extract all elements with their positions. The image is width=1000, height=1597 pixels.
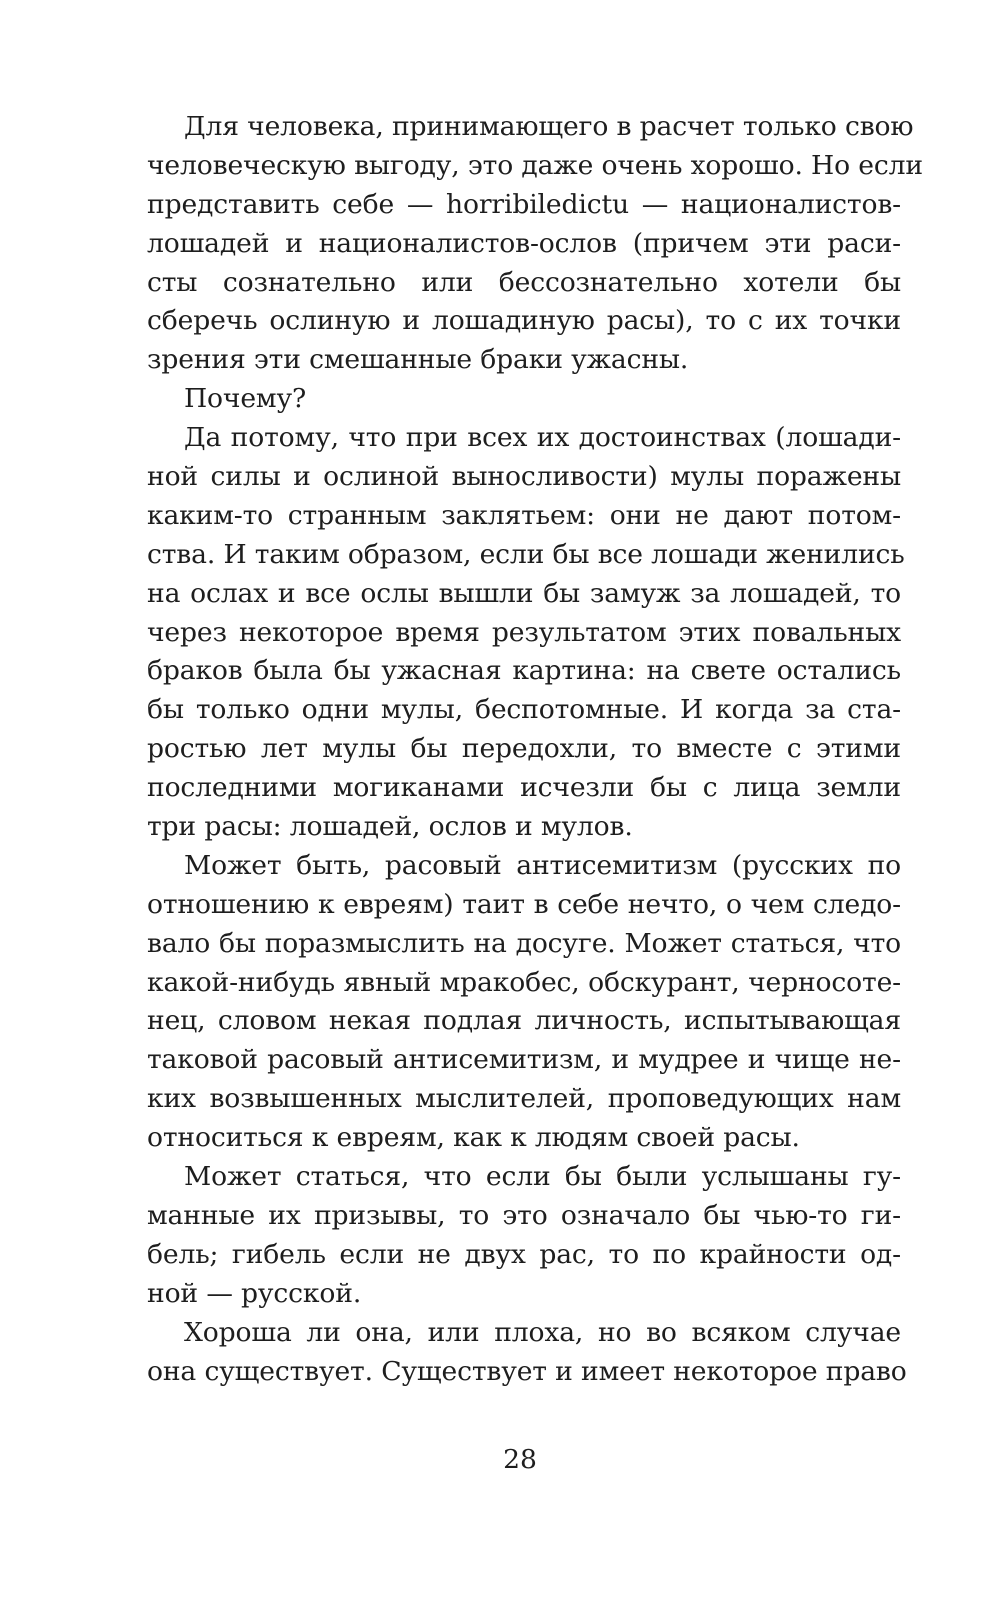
- text-line: вало бы поразмыслить на досуге. Может статься, что: [147, 927, 901, 959]
- paragraph: [147, 380, 901, 419]
- text-line: браков была бы ужасная картина: на свете остались: [147, 655, 901, 687]
- text-line: три расы: лошадей, ослов и мулов.: [147, 811, 633, 843]
- text-line: ной силы и ослиной выносливости) мулы поражены: [147, 461, 901, 493]
- text-line: Почему?: [184, 383, 307, 415]
- text-line: зрения эти смешанные браки ужасны.: [147, 344, 689, 376]
- text-line: каким-то странным заклятьем: они не дают потом-: [147, 499, 901, 531]
- body-text: [147, 108, 923, 1391]
- paragraph: [147, 1314, 907, 1392]
- text-line: манные их призывы, то это означало бы чью-то ги-: [147, 1199, 901, 1231]
- paragraph: [147, 419, 905, 847]
- text-line: она существует. Существует и имеет некоторое право: [147, 1355, 907, 1387]
- text-line: ства. И таким образом, если бы все лошади женились: [147, 538, 905, 570]
- text-line: представить себе — horribiledictu — националистов-: [147, 188, 901, 220]
- page-number: 28: [503, 1444, 537, 1475]
- text-line: нец, словом некая подлая личность, испытывающая: [147, 1005, 901, 1037]
- text-line: Может статься, что если бы были услышаны гу-: [184, 1161, 901, 1193]
- text-line: Может быть, расовый антисемитизм (русских по: [184, 849, 901, 881]
- text-line: какой-нибудь явный мракобес, обскурант, черносоте-: [147, 966, 901, 998]
- text-line: последними могиканами исчезли бы с лица земли: [147, 772, 901, 804]
- text-line: таковой расовый антисемитизм, и мудрее и чище не-: [147, 1044, 901, 1076]
- paragraph: [147, 1158, 901, 1314]
- text-line: ной — русской.: [147, 1277, 362, 1309]
- text-line: Для человека, принимающего в расчет только свою: [184, 111, 914, 142]
- text-line: Да потому, что при всех их достоинствах (лошади-: [184, 422, 901, 454]
- text-line: ростью лет мулы бы передохли, то вместе с этими: [147, 733, 901, 765]
- text-line: отношению к евреям) таит в себе нечто, о чем следо-: [147, 888, 901, 920]
- text-line: относиться к евреям, как к людям своей расы.: [147, 1122, 800, 1154]
- text-line: сты сознательно или бессознательно хотели бы: [147, 266, 901, 298]
- text-line: бель; гибель если не двух рас, то по крайности од-: [147, 1238, 901, 1270]
- paragraph: [147, 108, 923, 380]
- text-line: сберечь ослиную и лошадиную расы), то с их точки: [147, 305, 901, 337]
- text-line: ких возвышенных мыслителей, проповедующих нам: [147, 1083, 901, 1115]
- paragraph: [147, 847, 901, 1158]
- text-line: бы только одни мулы, беспотомные. И когда за ста-: [147, 694, 901, 726]
- text-line: человеческую выгоду, это даже очень хорошо. Но если: [147, 149, 923, 181]
- text-line: на ослах и все ослы вышли бы замуж за лошадей, то: [147, 577, 901, 609]
- text-line: через некоторое время результатом этих повальных: [147, 616, 901, 648]
- text-line: Хороша ли она, или плоха, но во всяком случае: [184, 1316, 901, 1348]
- text-line: лошадей и националистов-ослов (причем эти раси-: [147, 227, 901, 259]
